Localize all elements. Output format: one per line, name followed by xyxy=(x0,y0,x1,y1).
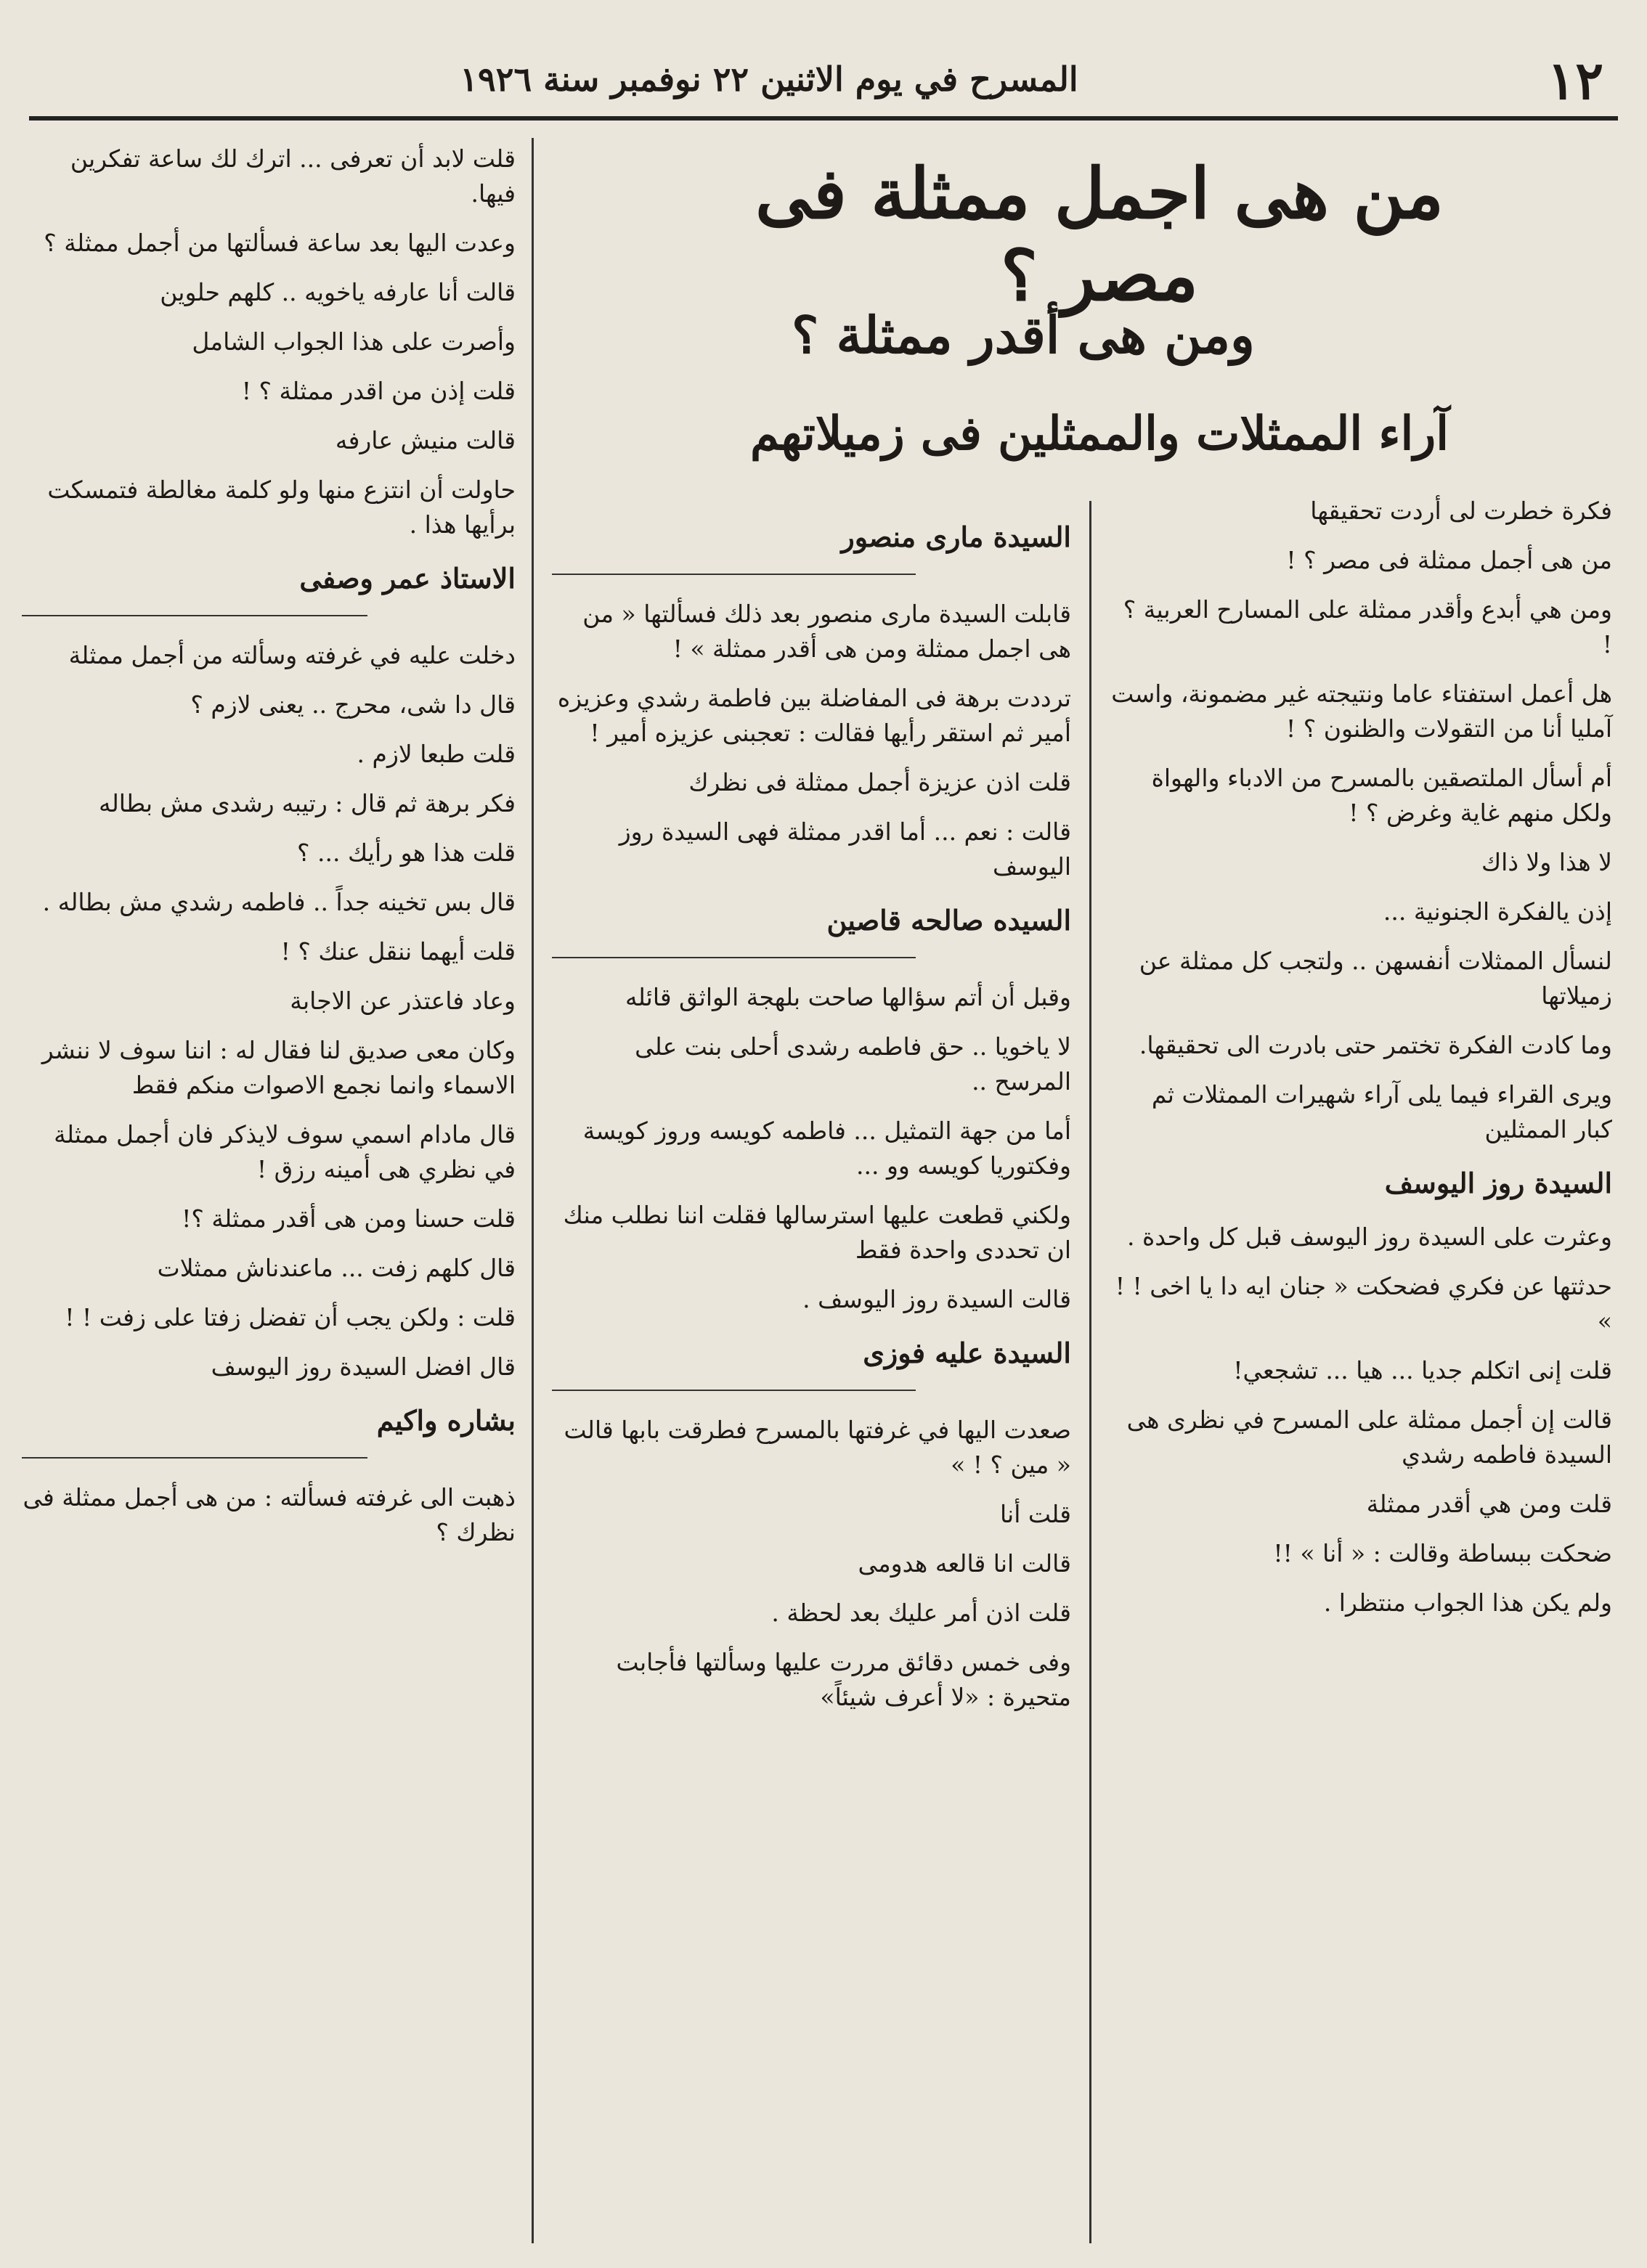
paragraph: فكر برهة ثم قال : رتيبه رشدى مش بطاله xyxy=(99,789,516,817)
paragraph: قلت اذن أمر عليك بعد لحظة . xyxy=(771,1599,1071,1627)
paragraph: وكان معى صديق لنا فقال له : اننا سوف لا ننشر الاسماء وانما نجمع الاصوات منكم فقط xyxy=(41,1036,516,1099)
paragraph: قلت هذا هو رأيك ... ؟ xyxy=(297,839,516,867)
header-rule xyxy=(29,116,1618,121)
paragraph: حاولت أن انتزع منها ولو كلمة مغالطة فتمسكت برأيها هذا . xyxy=(47,476,516,539)
section-heading-mary-mansour: السيدة مارى منصور xyxy=(841,521,1071,553)
deck-headline: آراء الممثلات والممثلين فى زميلاتهم xyxy=(750,407,1449,461)
left-column xyxy=(22,142,516,1565)
paragraph: وعدت اليها بعد ساعة فسألتها من أجمل ممثلة ؟ xyxy=(44,229,516,257)
paragraph: قال افضل السيدة روز اليوسف xyxy=(211,1353,516,1381)
paragraph: ضحكت ببساطة وقالت : « أنا » !! xyxy=(1273,1539,1612,1567)
paragraph: قلت أنا xyxy=(999,1500,1071,1528)
section-rule xyxy=(552,957,916,958)
paragraph: قالت أنا عارفه ياخويه .. كلهم حلوين xyxy=(160,278,516,306)
paragraph: وعثرت على السيدة روز اليوسف قبل كل واحدة . xyxy=(1126,1223,1612,1251)
paragraph: قالت إن أجمل ممثلة على المسرح في نظرى هى السيدة فاطمه رشدي xyxy=(1126,1406,1612,1469)
paragraph: قال بس تخينه جداً .. فاطمه رشدي مش بطاله . xyxy=(42,888,516,916)
paragraph: وما كادت الفكرة تختمر حتى بادرت الى تحقيقها. xyxy=(1139,1031,1612,1059)
middle-column xyxy=(552,501,1071,1729)
paragraph: قالت انا قالعه هدومى xyxy=(858,1549,1071,1578)
column-divider-left xyxy=(532,138,534,2243)
paragraph: صعدت اليها في غرفتها بالمسرح فطرقت بابها قالت « مين ؟ ! » xyxy=(564,1416,1071,1479)
paragraph: قالت منيش عارفه xyxy=(335,426,516,454)
paragraph: لنسأل الممثلات أنفسهن .. ولتجب كل ممثلة عن زميلاتها xyxy=(1139,947,1612,1010)
sub-headline: ومن هى أقدر ممثلة ؟ xyxy=(792,305,1255,365)
page-number: ١٢ xyxy=(1547,49,1603,111)
section-heading-omar-wasfi: الاستاذ عمر وصفى xyxy=(299,562,516,595)
section-heading-aliya-fawzi: السيدة عليه فوزى xyxy=(863,1337,1071,1369)
paragraph: لا ياخويا .. حق فاطمه رشدى أحلى بنت على المرسح .. xyxy=(635,1032,1071,1096)
paragraph: لا هذا ولا ذاك xyxy=(1481,848,1612,876)
paragraph: حدثتها عن فكري فضحكت « جنان ايه دا يا اخى ! ! » xyxy=(1115,1272,1612,1335)
paragraph: قلت أيهما ننقل عنك ؟ ! xyxy=(280,937,516,966)
paragraph: إذن يالفكرة الجنونية ... xyxy=(1383,897,1612,926)
paragraph: قلت لابد أن تعرفى ... اترك لك ساعة تفكرين فيها. xyxy=(70,144,516,208)
section-heading-saleha-kasin: السيده صالحه قاصين xyxy=(826,904,1071,937)
paragraph: قلت حسنا ومن هى أقدر ممثلة ؟! xyxy=(182,1204,516,1233)
paragraph: دخلت عليه في غرفته وسألته من أجمل ممثلة xyxy=(68,641,516,669)
main-headline: من هى اجمل ممثلة فى مصر ؟ xyxy=(755,152,1444,317)
paragraph: قلت إذن من اقدر ممثلة ؟ ! xyxy=(241,377,516,405)
paragraph: وفى خمس دقائق مررت عليها وسألتها فأجابت متحيرة : «لا أعرف شيئاً» xyxy=(616,1648,1071,1711)
paragraph: قابلت السيدة مارى منصور بعد ذلك فسألتها « من هى اجمل ممثلة ومن هى أقدر ممثلة » ! xyxy=(582,600,1071,663)
paragraph: قالت : نعم ... أما اقدر ممثلة فهى السيدة روز اليوسف xyxy=(619,817,1071,881)
section-rule xyxy=(552,1390,916,1391)
section-heading-rose-el-youssef: السيدة روز اليوسف xyxy=(1384,1167,1612,1199)
paragraph: قلت طبعا لازم . xyxy=(357,740,516,768)
section-heading-bishara-wakim: بشاره واكيم xyxy=(376,1404,516,1437)
paragraph: من هى أجمل ممثلة فى مصر ؟ ! xyxy=(1286,546,1612,574)
paragraph: وأصرت على هذا الجواب الشامل xyxy=(192,327,516,356)
paragraph: وعاد فاعتذر عن الاجابة xyxy=(290,987,516,1015)
paragraph: وقبل أن أتم سؤالها صاحت بلهجة الواثق قائله xyxy=(625,983,1071,1011)
right-column xyxy=(1111,494,1612,1635)
section-rule xyxy=(22,1457,367,1459)
paragraph: أم أسأل الملتصقين بالمسرح من الادباء والهواة ولكل منهم غاية وغرض ؟ ! xyxy=(1151,764,1612,827)
paragraph: هل أعمل استفتاء عاما ونتيجته غير مضمونة، واست آمليا أنا من التقولات والظنون ؟ ! xyxy=(1111,680,1612,743)
paragraph: قلت ومن هي أقدر ممثلة xyxy=(1366,1490,1612,1518)
paragraph: قلت اذن عزيزة أجمل ممثلة فى نظرك xyxy=(688,768,1071,796)
paragraph: قلت إنى اتكلم جديا ... هيا ... تشجعي! xyxy=(1233,1356,1612,1384)
paragraph: ويرى القراء فيما يلى آراء شهيرات الممثلات ثم كبار الممثلين xyxy=(1151,1080,1612,1143)
column-divider-middle xyxy=(1089,501,1091,2243)
paragraph: قالت السيدة روز اليوسف . xyxy=(802,1285,1071,1313)
paragraph: ولكني قطعت عليها استرسالها فقلت اننا نطلب منك ان تحددى واحدة فقط xyxy=(563,1201,1071,1264)
paragraph: قال دا شى، محرج .. يعنى لازم ؟ xyxy=(190,690,516,719)
section-rule xyxy=(22,615,367,616)
paragraph: قال مادام اسمي سوف لايذكر فان أجمل ممثلة في نظري هى أمينه رزق ! xyxy=(54,1120,516,1183)
paragraph: فكرة خطرت لى أردت تحقيقها xyxy=(1310,497,1612,525)
paragraph: أما من جهة التمثيل ... فاطمه كويسه وروز كويسة وفكتوريا كويسه وو ... xyxy=(582,1117,1071,1180)
paragraph: قلت : ولكن يجب أن تفضل زفتا على زفت ! ! xyxy=(65,1303,516,1331)
paragraph: ومن هي أبدع وأقدر ممثلة على المسارح العربية ؟ ! xyxy=(1123,595,1612,658)
paragraph: ترددت برهة فى المفاضلة بين فاطمة رشدي وعزيزه أمير ثم استقر رأيها فقالت : تعجبنى عزيزه أمير ! xyxy=(557,684,1071,747)
paragraph: ذهبت الى غرفته فسألته : من هى أجمل ممثلة فى نظرك ؟ xyxy=(23,1483,516,1546)
page-header xyxy=(29,44,1618,123)
paragraph: قال كلهم زفت ... ماعندناش ممثلات xyxy=(157,1254,516,1282)
paragraph: ولم يكن هذا الجواب منتظرا . xyxy=(1323,1588,1612,1617)
section-rule xyxy=(552,574,916,575)
running-head: المسرح في يوم الاثنين ٢٢ نوفمبر سنة ١٩٢٦ xyxy=(460,60,1078,99)
